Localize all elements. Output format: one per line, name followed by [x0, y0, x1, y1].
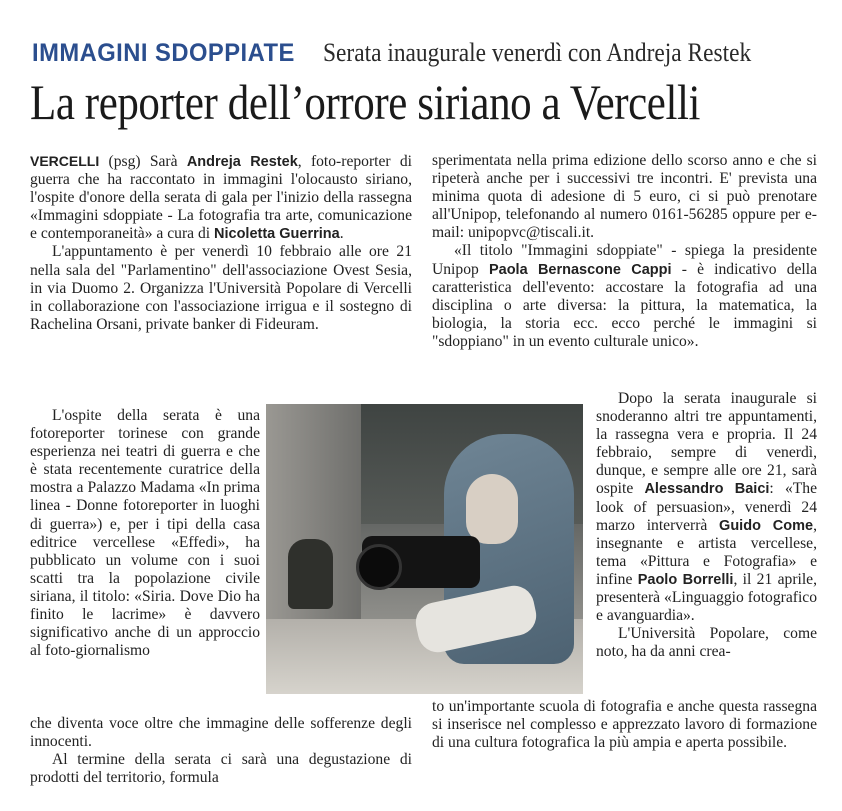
- section-kicker: IMMAGINI SDOPPIATE: [32, 39, 295, 67]
- text-run: - è indicativo della caratteristica dell'evento: accostare la fotografia ad una disciplina o arte diversa: la pittura, la matematica, la biologia, la storia ecc. ecco perché le immagini si "sdoppiano" in un evento culturale unico».: [432, 260, 817, 350]
- column-1-bottom: [30, 715, 412, 787]
- person-name: Alessandro Baici: [644, 481, 770, 498]
- article-photo: [266, 404, 583, 694]
- person-name: Paola Bernascone Cappi: [488, 261, 672, 278]
- text-run: : «The look of persuasion», venerdì 24 marzo interverrà: [596, 480, 817, 534]
- column-1-top: [30, 152, 412, 334]
- text-run: .: [339, 225, 344, 243]
- paragraph-7: [596, 390, 817, 625]
- photo-camera-lens: [356, 544, 402, 590]
- person-name: Paolo Borrelli: [637, 571, 734, 588]
- photo-reporter-face: [466, 474, 518, 544]
- photo-background-figure: [288, 539, 333, 609]
- column-1-beside-photo: [30, 407, 260, 660]
- paragraph-8-end: to un'importante scuola di fotografia e anche questa rassegna si inserisce nel complesso e apprezzato lavoro di formazione di una cultura fotografica la più ampia e aperta possibile.: [432, 698, 817, 752]
- text-run: Dopo la serata inaugurale si snoderanno altri tre appuntamenti, la rassegna vera e propria. Il 24 febbraio, sempre di venerdì, dunque, e sempre alle ore 21, sarà ospite: [596, 390, 817, 498]
- dateline: VERCELLI: [30, 153, 100, 169]
- paragraph-5: sperimentata nella prima edizione dello scorso anno e che si ripeterà anche per i successivi tre incontri. E' prevista una minima quota di adesione di 5 euro, ci si può prenotare all'Unipop, telefonando al numero 0161-56285 oppure per e-mail: unipopvc@tiscali.it.: [432, 152, 817, 242]
- person-name: Nicoletta Guerrina: [214, 226, 340, 243]
- column-2-top: [432, 152, 817, 351]
- column-2-bottom: [432, 698, 817, 752]
- paragraph-8-start: L'Università Popolare, come noto, ha da anni crea-: [596, 625, 817, 661]
- headline: La reporter dell’orrore siriano a Vercelli: [30, 74, 701, 130]
- subtitle: Serata inaugurale venerdì con Andreja Restek: [322, 38, 751, 67]
- paragraph-3: L'ospite della serata è una fotoreporter torinese con grande esperienza nei teatri di guerra e che è stata recentemente curatrice della mostra a Palazzo Madama «In prima linea - Donne fotoreporter in luoghi di guerra») e, per i tipi della casa editrice vercellese «Effedi», ha pubblicato un volume con i suoi scatti tra la popolazione civile siriana, il titolo: «Siria. Dove Dio ha finito le lacrime» è davvero significativo anche di un approccio al foto-giornalismo: [30, 407, 260, 660]
- column-2-beside-photo: [596, 390, 817, 661]
- paragraph-6: [432, 242, 817, 351]
- text-run: , foto-reporter di guerra che ha raccontato in immagini l'olocausto siriano, l'ospite d'onore della serata di gala per l'inizio della rassegna «Immagini sdoppiate - La fotografia tra arte, comunicazione e contemporaneità» a cura di: [30, 153, 412, 243]
- text-run: «Il titolo "Immagini sdoppiate" - spiega la presidente Unipop: [432, 242, 817, 278]
- kicker-line: [32, 38, 832, 72]
- paragraph-4: Al termine della serata ci sarà una degustazione di prodotti del territorio, formula: [30, 751, 412, 787]
- text-run: , insegnante e artista vercellese, tema «Pittura e Fotografia» e infine: [596, 516, 817, 588]
- paragraph-3-end: che diventa voce oltre che immagine delle sofferenze degli innocenti.: [30, 715, 412, 751]
- person-name: Guido Come: [719, 517, 814, 534]
- paragraph-2: L'appuntamento è per venerdì 10 febbraio alle ore 21 nella sala del "Parlamentino" dell'associazione Ovest Sesia, in via Duomo 2. Organizza l'Università Popolare di Vercelli in collaborazione con l'associazione irrigua e il sostegno di Rachelina Orsani, private banker di Fideuram.: [30, 243, 412, 333]
- paragraph-1: [30, 152, 412, 243]
- text-run: , il 21 aprile, presenterà «Linguaggio fotografico e avanguardia».: [596, 570, 817, 625]
- text-run: (psg) Sarà: [99, 153, 187, 170]
- person-name: Andreja Restek: [186, 154, 298, 170]
